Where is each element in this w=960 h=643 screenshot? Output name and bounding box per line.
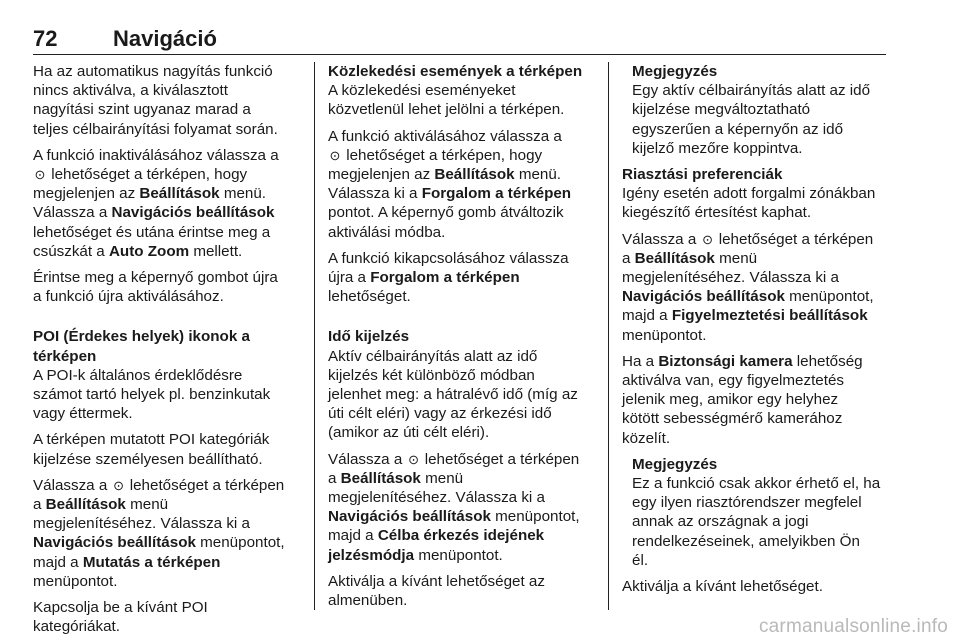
column-2 (328, 62, 600, 617)
paragraph: Válassza a ⊙ lehetőséget a térképen a Beállítások menü megjelenítéséhez. Válassza ki a Navigációs beállítások menüpontot, majd a Célba érkezés idejének jelzésmódja menüpontot. (328, 450, 580, 564)
column-1 (33, 62, 303, 643)
map-options-icon: ⊙ (408, 451, 419, 467)
paragraph: Aktiválja a kívánt lehetőséget. (622, 578, 823, 596)
paragraph: A funkció kikapcsolásához válassza újra a Forgalom a térképen lehetőséget. (328, 249, 569, 306)
paragraph: A funkció inaktiválásához válassza a ⊙ lehetőséget a térképen, hogy megjelenjen az Beállítások menü. Válassza a Navigációs beállítások lehetőséget és utána érintse meg a csúszkát a Auto Zoom mellett. (33, 146, 279, 260)
page-title: Navigáció (113, 26, 217, 51)
paragraph: A POI-k általános érdeklődésre számot tartó helyek pl. benzinkutak vagy éttermek. (33, 366, 271, 423)
note-text: Egy aktív célbairányítás alatt az idő kijelzése megváltoztatható egyszerűen a képernyőn az idő kijelző mezőre koppintva. (632, 82, 871, 157)
map-options-icon: ⊙ (34, 167, 46, 183)
paragraph: Érintse meg a képernyő gombot újra a funkció újra aktiválásához. (33, 269, 278, 306)
section-heading: POI (Érdekes helyek) ikonok a térképen (33, 328, 250, 365)
paragraph: Aktiválja a kívánt lehetőséget az almenüben. (328, 572, 545, 610)
note-box (622, 455, 890, 570)
paragraph: Kapcsolja be a kívánt POI kategóriákat. (33, 599, 208, 636)
paragraph: Ha az automatikus nagyítás funkció nincs aktiválva, a kiválasztott nagyítási szint ugyanaz marad a teljes célbairányítási folyamat során. (33, 63, 278, 138)
section-heading: Közlekedési események a térképen (328, 63, 583, 80)
column-3 (622, 62, 890, 603)
page-number: 72 (33, 26, 58, 51)
section-heading: Riasztási preferenciák (622, 166, 783, 184)
note-box (622, 62, 890, 158)
paragraph: Aktív célbairányítás alatt az idő kijelzés két különböző módban jelenhet meg: a hátralévő idő (míg az úti célt eléri) vagy az érkezési idő (amikor az úti célt eléri). (328, 347, 578, 442)
watermark: carmanualsonline.info (758, 616, 948, 637)
note-heading: Megjegyzés (632, 63, 718, 80)
paragraph: Ha a Biztonsági kamera lehetőség aktiválva van, egy figyelmeztetés jelenik meg, amikor egy helyhez kötött sebességmérő kamerához közelít. (622, 352, 863, 447)
note-heading: Megjegyzés (632, 455, 718, 473)
map-options-icon: ⊙ (702, 231, 713, 247)
paragraph: Válassza a ⊙ lehetőséget a térképen a Beállítások menü megjelenítéséhez. Válassza ki a Navigációs beállítások menüpontot, majd a Mutatás a térképen menüpontot. (33, 476, 285, 590)
paragraph: Igény esetén adott forgalmi zónákban kiegészítő értesítést kaphat. (622, 185, 876, 222)
paragraph: A közlekedési eseményeket közvetlenül lehet jelölni a térképen. (328, 82, 565, 119)
map-options-icon: ⊙ (113, 477, 124, 493)
paragraph: A térképen mutatott POI kategóriák kijelzése személyesen beállítható. (33, 431, 270, 468)
section-heading: Idő kijelzés (328, 328, 410, 346)
note-text: Ez a funkció csak akkor érhető el, ha egy ilyen riasztórendszer megfelel annak az országnak a jogi rendelkezéseinek, amelyikben Ön él. (632, 475, 881, 569)
paragraph: A funkció aktiválásához válassza a ⊙ lehetőséget a térképen, hogy megjelenjen az Beállítások menü. Válassza ki a Forgalom a térképen pontot. A képernyő gomb átváltozik aktiválási módba. (328, 127, 572, 241)
column-divider (608, 62, 609, 610)
page-header (33, 26, 886, 55)
column-divider (314, 62, 315, 610)
map-options-icon: ⊙ (329, 147, 341, 163)
paragraph: Válassza a ⊙ lehetőséget a térképen a Beállítások menü megjelenítéséhez. Válassza ki a Navigációs beállítások menüpontot, majd a Figyelmeztetési beállítások menüpontot. (622, 230, 874, 344)
